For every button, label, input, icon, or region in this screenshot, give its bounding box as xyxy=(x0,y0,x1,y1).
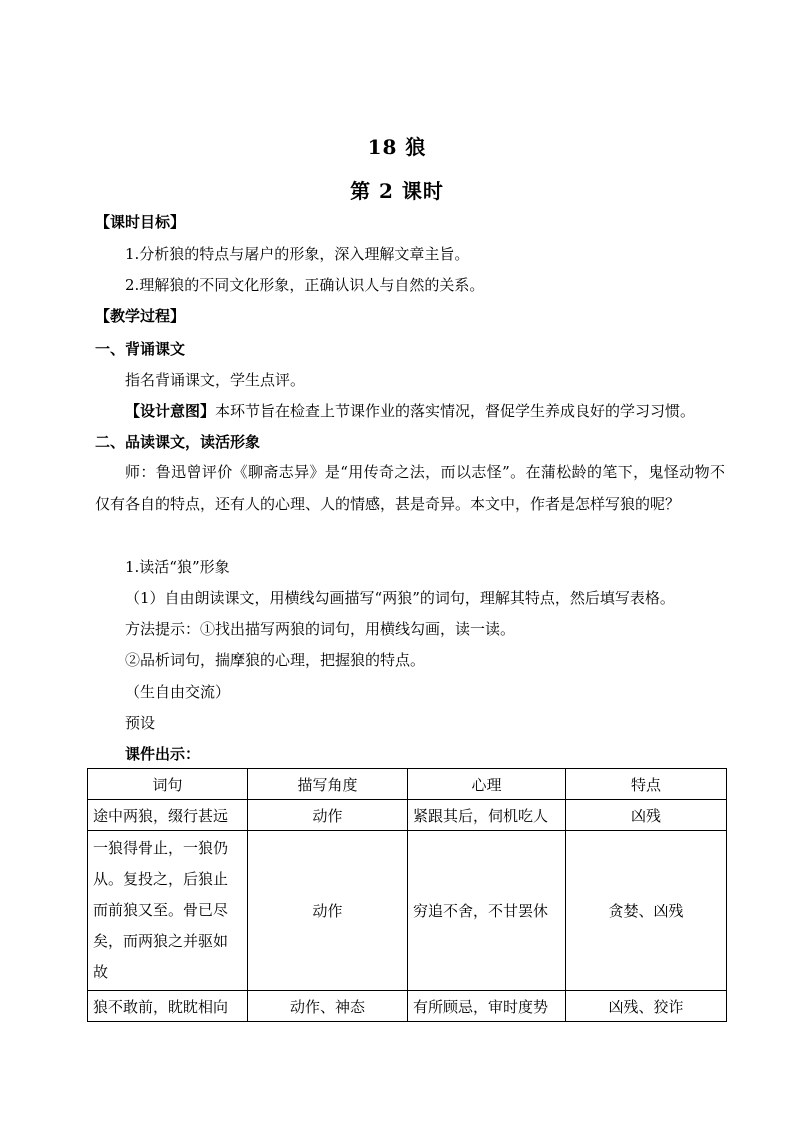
method-hint-2: ②品析词句，揣摩狼的心理，把握狼的特点。 xyxy=(125,651,426,669)
design-intent xyxy=(125,401,695,421)
cell-sentence: 狼不敢前，眈眈相向 xyxy=(88,991,248,1022)
cell-trait: 凶残 xyxy=(566,800,727,831)
objective-item-1: 1.分析狼的特点与屠户的形象，深入理解文章主旨。 xyxy=(125,245,470,263)
cell-psychology: 有所顾忌，审时度势 xyxy=(408,991,566,1022)
section2-heading: 二、品读课文，读活形象 xyxy=(95,433,261,451)
cell-sentence: 途中两狼，缀行甚远 xyxy=(88,800,248,831)
subsection1-heading: 1.读活“狼”形象 xyxy=(125,558,230,576)
cell-angle: 动作、神态 xyxy=(248,991,408,1022)
section1-text: 指名背诵课文，学生点评。 xyxy=(125,371,306,389)
table-row xyxy=(88,991,727,1022)
header-angle: 描写角度 xyxy=(248,769,408,800)
cell-angle: 动作 xyxy=(248,831,408,991)
lesson-title: 18 狼 xyxy=(367,135,427,159)
header-psychology: 心理 xyxy=(408,769,566,800)
section1-heading: 一、背诵课文 xyxy=(95,340,186,358)
method-hint-1: 方法提示：①找出描写两狼的词句，用横线勾画，读一读。 xyxy=(125,620,516,638)
table-row xyxy=(88,831,727,991)
free-exchange: （生自由交流） xyxy=(125,683,231,701)
cell-trait: 贪婪、凶残 xyxy=(566,831,727,991)
lesson-subtitle: 第 2 课时 xyxy=(350,179,444,203)
courseware-label: 课件出示： xyxy=(125,745,201,763)
step1-text: （1）自由朗读课文，用横线勾画描写“两狼”的词句，理解其特点，然后填写表格。 xyxy=(125,589,675,607)
preset-label: 预设 xyxy=(125,714,156,732)
courseware-table xyxy=(87,768,727,1022)
design-intent-label: 【设计意图】 xyxy=(125,402,216,420)
process-heading: 【教学过程】 xyxy=(95,307,186,325)
table-row xyxy=(88,800,727,831)
cell-angle: 动作 xyxy=(248,800,408,831)
cell-sentence: 一狼得骨止，一狼仍从。复投之，后狼止而前狼又至。骨已尽矣，而两狼之并驱如故 xyxy=(88,831,248,991)
cell-psychology: 穷追不舍，不甘罢休 xyxy=(408,831,566,991)
cell-trait: 凶残、狡诈 xyxy=(566,991,727,1022)
cell-psychology: 紧跟其后，伺机吃人 xyxy=(408,800,566,831)
header-trait: 特点 xyxy=(566,769,727,800)
table-header-row xyxy=(88,769,727,800)
objective-item-2: 2.理解狼的不同文化形象，正确认识人与自然的关系。 xyxy=(125,276,485,294)
teacher-paragraph: 师：鲁迅曾评价《聊斋志异》是“用传奇之法，而以志怪”。在蒲松龄的笔下，鬼怪动物不仅有各自的特点，还有人的心理、人的情感，甚是奇异。本文中，作者是怎样写狼的呢？ xyxy=(95,463,725,513)
design-intent-text: 本环节旨在检查上节课作业的落实情况，督促学生养成良好的学习习惯。 xyxy=(215,402,696,420)
header-sentence: 词句 xyxy=(88,769,248,800)
objectives-heading: 【课时目标】 xyxy=(95,213,186,231)
